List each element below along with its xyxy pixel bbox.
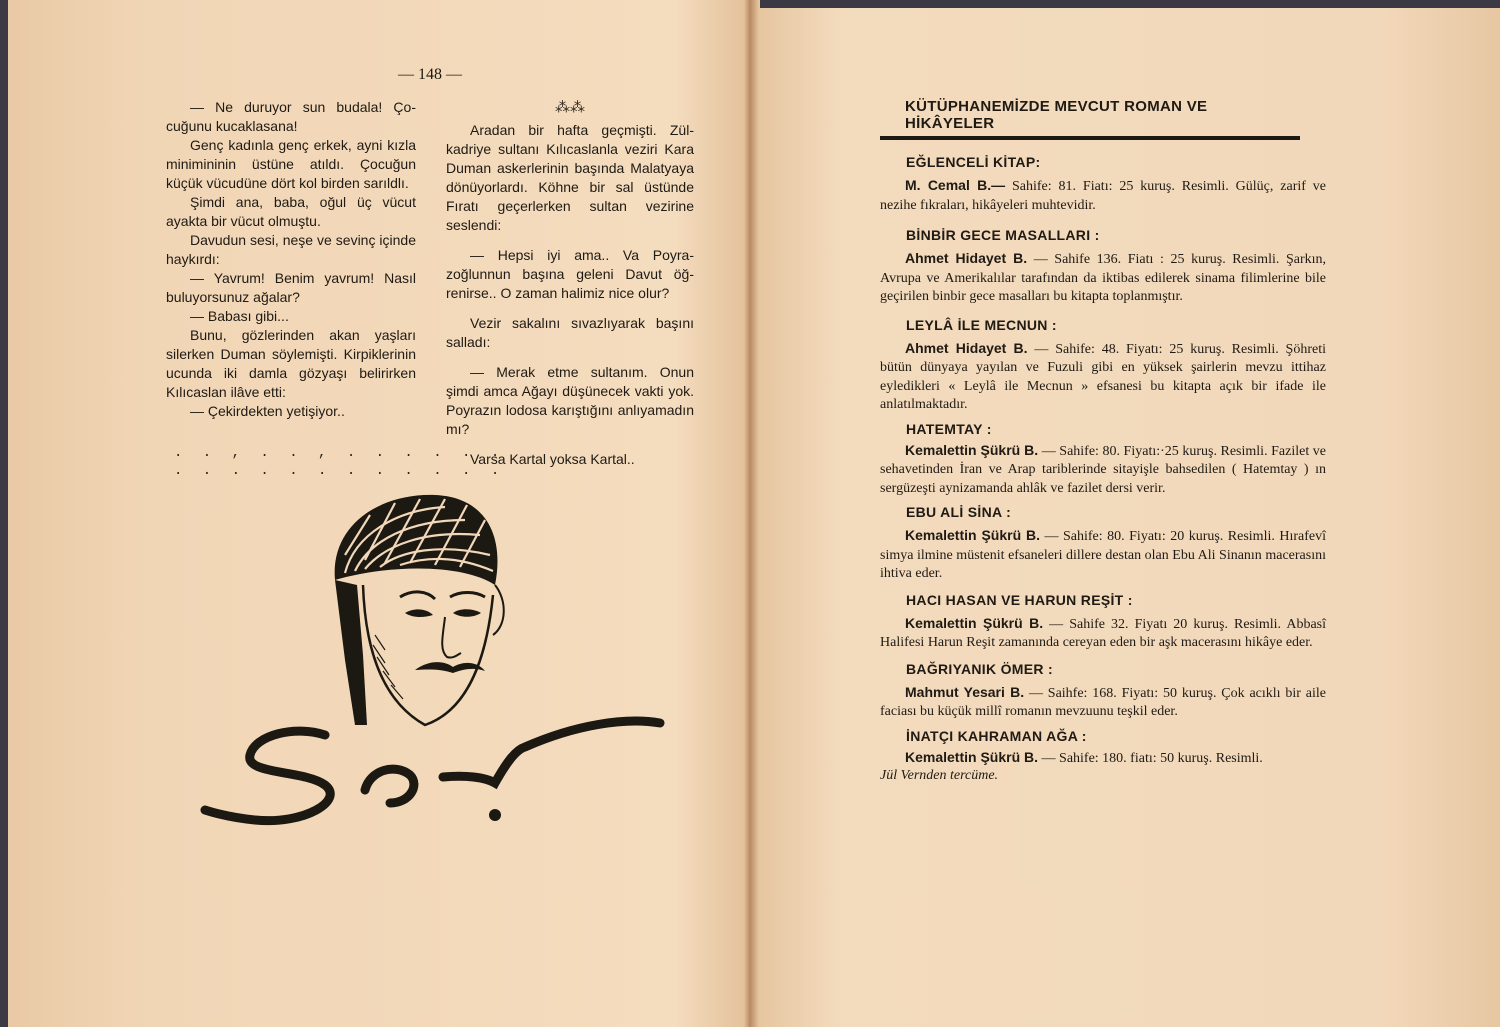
entry-author: Ahmet Hidayet B.	[905, 339, 1028, 356]
entry-author: Kemalettin Şükrü B.	[905, 748, 1039, 765]
entry-body	[880, 339, 1326, 415]
entry-body	[880, 526, 1326, 584]
page-number: — 148 —	[398, 66, 462, 83]
entry-title: BİNBİR GECE MASALLARI :	[906, 227, 1100, 243]
section-break-stars: ⁂⁂	[555, 99, 585, 116]
entry-body	[880, 614, 1326, 653]
turban-man-illustration	[195, 485, 670, 845]
book-edge-top	[760, 0, 1500, 8]
paragraph: Vezir sakalını sıvazlıyarak başını salladı:	[446, 315, 694, 350]
entry-text: — Sahife 136. Fiatı : 25 kuruş. Resimli. Şarkın, Avrupa ve Amerikalılar tarafından da iktibas edilerek sinama filimlerine bile geçirilen binbir gece masalları bu kitapta toplanmıştır.	[880, 252, 1326, 304]
catalog-entry	[880, 504, 1326, 584]
entry-author: Kemalettin Şükrü B.	[905, 441, 1039, 458]
catalog-entry	[880, 421, 1326, 499]
story-column-1	[166, 98, 416, 421]
entry-title: HACI HASAN VE HARUN REŞİT :	[906, 591, 1133, 608]
entry-title: HATEMTAY :	[906, 420, 992, 437]
entry-body	[880, 249, 1326, 307]
paragraph: — Hepsi iyi ama.. Va Poyrazoğlunnun başına geleni Davut öğrenirse.. O zaman halimiz nice olur?	[446, 247, 694, 301]
entry-title: LEYLÂ İLE MECNUN :	[906, 316, 1057, 333]
paragraph: — Çekirdekten yetişiyor..	[190, 403, 345, 419]
paragraph: Genç kadınla genç erkek, ayni kızla minimininin üstüne atıldı. Çocuğun küçük vücudüne dört kol birden sarıldlı.	[166, 137, 416, 191]
entry-body	[880, 683, 1326, 722]
entry-text: — Sahife: 48. Fiyatı: 25 kuruş. Resimli. Şöhreti bütün dünyaya yayılan ve Fuzuli gibi en yüksek şairlerin mevzu ittihaz eyledikleri « Leylâ ile Mecnun » efsanesi bu kitapta açık bir ifade ile anlatılmaktadır.	[880, 341, 1326, 412]
entry-title: EBU ALİ SİNA :	[906, 504, 1012, 520]
paragraph: Varsa Kartal yoksa Kartal..	[470, 451, 635, 467]
entry-text: — Sahife: 180. fiatı: 50 kuruş. Resimli.	[1038, 750, 1263, 766]
paragraph: Aradan bir hafta geçmişti. Zülkadriye sultanı Kılıcaslanla veziri Kara Duman askerlerinin başında Malatyaya dönüyorlardı. Köhne bir sal üstünde Fıratı geçerlerken sultan vezirine seslendi:	[446, 122, 694, 233]
entry-body	[880, 176, 1326, 215]
entry-text: Sahife: 81. Fiatı: 25 kuruş. Resimli. Gülüç, zarif ve nezihe fıkraları, hikâyeleri muhtevidir.	[880, 179, 1327, 213]
catalog-title: KÜTÜPHANEMİZDE MEVCUT ROMAN VE HİKÂYELER	[880, 98, 1300, 140]
catalog-entry	[880, 317, 1326, 415]
entry-body	[880, 748, 1326, 769]
story-column-2	[446, 98, 694, 469]
entry-text: — Saihfe: 168. Fiyatı: 50 kuruş. Çok acıklı bir aile faciası bu küçük millî romanın mevzuunu teşkil eder.	[880, 685, 1326, 719]
translation-note: Jül Vernden tercüme.	[880, 768, 999, 783]
ellipsis-row: . . . . . . . . . . . .	[174, 463, 506, 479]
entry-title: İNATÇI KAHRAMAN AĞA :	[906, 727, 1087, 744]
entry-title: BAĞRIYANIK ÖMER :	[906, 660, 1053, 677]
entry-text: — Sahife: 80. Fiyatı:·25 kuruş. Resimli. Fazilet ve sehavetinden İran ve Arap tariblerinde sitayişle bahsedilen ( Hatemtay ) ın sergüzeşti aynizamanda ahlâk ve fazilet dersi verir.	[880, 443, 1326, 496]
entry-author: Mahmut Yesari B.	[905, 683, 1025, 700]
paragraph: Davudun sesi, neşe ve sevinç içinde haykırdı:	[166, 232, 416, 267]
entry-body	[880, 441, 1326, 499]
paragraph: — Ne duruyor sun budala! Çocuğunu kucaklasana!	[166, 99, 416, 134]
paragraph: — Merak etme sultanım. Onun şimdi amca Ağayı düşünecek vakti yok. Poyrazın lodosa karıştığını anlıyamadın mı?	[446, 364, 694, 437]
paragraph: Şimdi ana, baba, oğul üç vücut ayakta bir vücut olmuştu.	[166, 194, 416, 229]
entry-text: — Sahife 32. Fiyatı 20 kuruş. Resimli. Abbasî Halifesi Harun Reşit zamanında cereyan eden bir aşk macerasını hikâye eder.	[880, 616, 1326, 650]
entry-text: — Sahife: 80. Fiyatı: 20 kuruş. Resimli. Hırafevî simya ilmine müstenit efsaneleri dillere destan olan Ebu Ali Sinanın macerasını ihtiva eder.	[880, 529, 1326, 581]
book-catalog	[880, 98, 1326, 784]
entry-author: Kemalettin Şükrü B.	[905, 614, 1044, 631]
entry-title: EĞLENCELİ KİTAP:	[906, 154, 1041, 170]
paragraph: — Babası gibi...	[190, 308, 289, 324]
paragraph: — Yavrum! Benim yavrum! Nasıl buluyorsunuz ağalar?	[166, 270, 416, 305]
entry-author: Kemalettin Şükrü B.	[905, 527, 1041, 543]
book-edge-left	[0, 0, 8, 1027]
paragraph: Bunu, gözlerinden akan yaşları silerken Duman söylemişti. Kirpiklerinin ucunda iki damla gözyaşı belirirken Kılıcaslan ilâve etti:	[166, 327, 416, 400]
entry-author: Ahmet Hidayet B.	[905, 250, 1028, 266]
catalog-entry	[880, 227, 1326, 307]
catalog-entry	[880, 154, 1326, 215]
entry-author: M. Cemal B.—	[905, 177, 1006, 193]
catalog-entry	[880, 592, 1326, 653]
catalog-entry	[880, 661, 1326, 722]
catalog-entry	[880, 728, 1326, 785]
ellipsis-row: . . , . . , . . . . . .	[174, 445, 506, 461]
